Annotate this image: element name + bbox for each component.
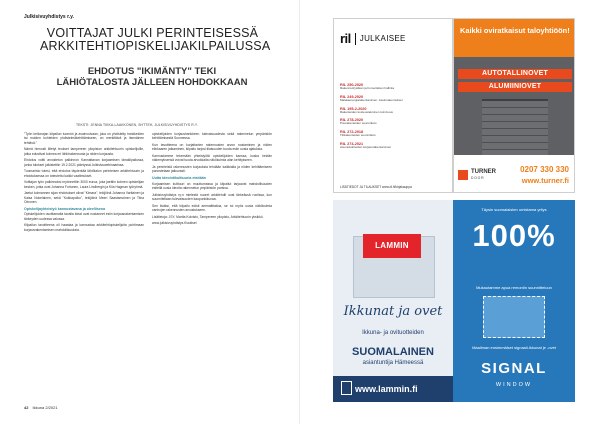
ril-logo [340, 31, 406, 46]
list-item [340, 130, 450, 138]
sketch-pad-image [483, 296, 545, 338]
publication-code: RIL 250-2020 [340, 83, 364, 87]
signal-logo: SIGNAL [481, 360, 547, 377]
ril-tagline: JULKAISEE [359, 34, 406, 43]
garage-door-image [482, 99, 548, 155]
signal-top-text: Täysin suomalaisten omistama yritys [481, 207, 547, 212]
publication-title: Puurakenteiden suunnittelu [340, 121, 377, 126]
list-item [340, 107, 450, 115]
band-garage-doors: AUTOTALLINOVET [458, 69, 572, 79]
paragraph: Kilpailun tavoitteena oli haastaa ja kannustaa arkkitehtiopiskelijoita pohtimaan korjausrakentamisen mahdollisuuksia. [24, 223, 144, 232]
paragraph: Voittajan työn palkinnoksi myönnettiin 3000 euroa, joka jaettiin kolmen opiskelijan kesken, jotka ovat Johanna Fortunen, Laura Lindbergin ja Kiia Hagman työryhmä. [24, 180, 144, 189]
paragraph: Lisätietoja: JSY, Martta Koivisto, Tampereen yliopisto, Arkkitehtuurin yksikkö. [152, 214, 264, 219]
paragraph: Kannustamme tekemään yhteistyötä opiskelijoiden kanssa, koska heidän näkemyksensä voivat tuoda arvokkaita näkökulmia alan kehitykseen. [152, 154, 272, 163]
paragraph: Ehdotus voitti arvostetun palkinnon Kannattavan korjaamisen ideakilpailussa, jonka tulokset julkistettiin 19.2.2021 pidetyssä Julkisivuwebinaarissa. [24, 158, 144, 167]
paragraph: Korjaamisen kulttuuri on muuttumassa ja kilpailut tarjoavat mahdollisuuden esitellä uusia ideoita rakennetun ympäristön parissa. [152, 181, 272, 190]
page-number: 42 [24, 405, 29, 410]
turner-ad[interactable] [453, 18, 575, 193]
paragraph: Julkisivuyhdistys ry:n mielestä nuoret arkkitehdit ovat tärkeässä roolissa, kun suunnitellaan tulevaisuuden kaupunkikuvaa. [152, 192, 272, 201]
turner-header-band [454, 19, 575, 57]
paragraph: Nämä hienosti liitetyt teokset tampereen yliopiston arkkitehtuurin opiskelijoille, jotka edustivat kolmea eri lähiörakennusta ja niiden korjausta. [24, 147, 144, 156]
paragraph: Ja perinteisiä rakennusten korjauksia tehdään kaikkialla ja niiden kehittämiseen panostetaan jatkuvasti. [152, 165, 272, 174]
article-column-2 [152, 132, 272, 228]
publication-title: Asuntokohteiden korjausrakentaminen [340, 144, 392, 149]
section-kicker: Julkisivuyhdistys r.y. [24, 14, 74, 20]
article-title: VOITTAJAT JULKI PERINTEISESSÄ ARKKITEHTIOPISKELIJAKILPAILUSSA [40, 26, 271, 53]
ril-ad[interactable] [333, 18, 453, 193]
turner-logo [458, 169, 496, 181]
section-subhead: Opiskelijayhteistyö kannustavana ja oleellisena [24, 206, 106, 211]
turner-brand-sub: DOOR [471, 176, 485, 180]
publication-title: Rakenteiden kosteustekninen toimivuus [340, 109, 393, 114]
magazine-issue: Ikkuna 2/2021 [32, 405, 58, 410]
ril-publication-list [340, 83, 450, 154]
list-item [340, 83, 450, 91]
band-aluminium-doors: ALUMIINIOVET [458, 82, 572, 92]
article-byline: TEKSTI: JENNA TIKKA-LAAKKONEN, SHTTEH, JULKISIVUYHDISTYS R.Y. [76, 123, 198, 127]
article-column-1 [24, 132, 144, 234]
lammin-website[interactable]: www.lammin.fi [355, 384, 418, 394]
paragraph: opiskelijoiden korjaushankkeen tulevaisuudesta sekä rakennetun ympäristön kehittämisestä Suomessa. [152, 132, 272, 141]
lammin-line-1: Ikkuna- ja ovituotteiden [362, 330, 424, 336]
turner-headline: Kaikki oviratkaisut taloyhtiöön! [460, 26, 570, 35]
signal-percent: 100% [472, 218, 556, 253]
publication-code: RIL 195-2-2020 [340, 106, 367, 111]
lammin-logo: LAMMIN [363, 234, 421, 258]
turner-website[interactable]: www.turner.fi [521, 176, 569, 185]
paragraph: Sen lisäksi, että kilpailu edisti ammattitaitoa, se toi myös uusia näkökulmia vanhojen rakennusten arvostukseen. [152, 203, 272, 212]
ril-footer[interactable]: LISÄTIEDOT JA TILAUKSET www.ril.fi/kirjakauppa [340, 185, 412, 189]
lammin-headline: SUOMALAINEN [352, 346, 434, 358]
paragraph: Opiskelijoiden osoittamalla tavalla ideat ovat nostaneet esiin korjausrakentamisen tärkeyden uudessa valossa. [24, 212, 144, 221]
publication-code: RIL 249-2020 [340, 94, 364, 99]
turner-phone[interactable]: 0207 330 330 [520, 165, 569, 174]
list-item [340, 142, 450, 150]
lammin-script-title: Ikkunat ja ovet [343, 304, 443, 319]
signal-bottom-text: Maailman ensimmäiset signaali-ikkunat je -ovet [472, 345, 556, 350]
lammin-line-2: asiantuntija Hämeessä [362, 360, 424, 366]
publication-code: RIL 274-2021 [340, 141, 364, 146]
publication-title: Matalaenergiarakentaminen. Asuinrakennukset [340, 97, 403, 102]
paragraph: Kun tavoitteena on korjattavien rakennusten arvon nostaminen ja niiden elinkaaren jatkaminen, kilpailu tarjosi tilaisuuden tuoda esiin uusia ajatuksia. [152, 143, 272, 152]
turner-logo-mark [458, 170, 468, 180]
page-folio [24, 405, 58, 410]
list-item [340, 95, 450, 103]
section-subhead: Uutta ideointikulttuuria etsitään [152, 176, 206, 180]
turner-wordmark [471, 169, 496, 181]
article-link[interactable]: www.julkisivuyhdistys.fi/uutiset [152, 221, 197, 226]
signal-mid-text: Mukautamme apua remontin suunnitteluun [476, 285, 552, 290]
publication-title: Rakennusfysiikan ja homeriskien hallinta [340, 86, 395, 90]
signal-window-ad[interactable] [453, 200, 575, 402]
door-icon [341, 381, 352, 395]
turner-brand: TURNER [471, 169, 496, 175]
paragraph: "Työn kellonajan kilpailun tuomiot ja avainvoivaan, joka on yhdistetty hankkeiden tai muiden kohteiden yhdistelmäkehittämiseen, on merkittävä ja itsenäinen tehtävä." [24, 132, 144, 145]
signal-logo-sub: WINDOW [495, 382, 533, 388]
list-item [340, 118, 450, 126]
paragraph: Tuomaristo totesi, että ehdotus täydentää lähiötalon perinteisen arkkitehtuurin ja ehdotuksessa on toteutettu kaikki vaatimukset. [24, 169, 144, 178]
article-subtitle: EHDOTUS "IKIMÄNTY" TEKI LÄHIÖTALOSTA JÄLLEEN HOHDOKKAAN [56, 66, 248, 88]
divider [355, 33, 356, 45]
ril-wordmark: ril [340, 31, 351, 46]
paragraph: Jaetut kolmannen sijan ehdotukset olivat "Kimara", tekijöinä Johanna Vartiainen ja Kaisa Nokelainen, sekä "Kukkapolku", tekijöinä Meeri Saastamoinen ja Tiina Oinonen. [24, 191, 144, 205]
lammin-ad[interactable] [333, 200, 453, 402]
publication-code: RIL 278-2020 [340, 118, 364, 123]
publication-code: RIL 272-2018 [340, 130, 364, 135]
publication-title: Tiilirakenteiden suunnittelu [340, 133, 376, 138]
